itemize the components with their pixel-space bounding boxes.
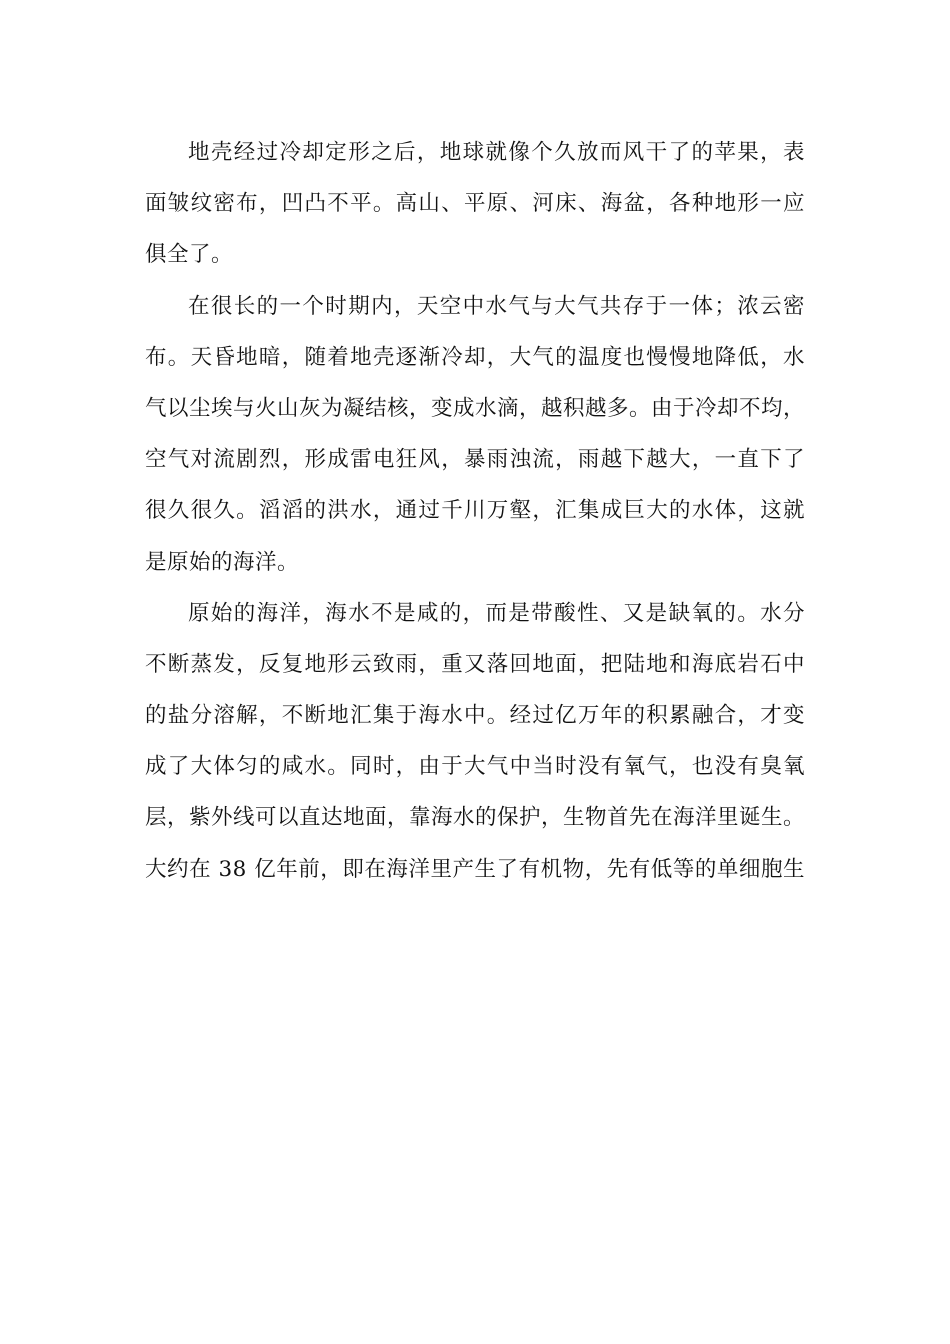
paragraph-2-line-5: 很久很久。滔滔的洪水，通过千川万壑，汇集成巨大的水体，这就 (145, 498, 805, 524)
paragraph-3-line-5: 层，紫外线可以直达地面，靠海水的保护，生物首先在海洋里诞生。 (145, 805, 806, 831)
paragraph-1-line-1: 地壳经过冷却定形之后，地球就像个久放而风干了的苹果，表 (188, 140, 805, 165)
paragraph-3-line-1: 原始的海洋，海水不是咸的，而是带酸性、又是缺氧的。水分 (188, 600, 805, 626)
paragraph-2-line-2: 布。天昏地暗，随着地壳逐渐冷却，大气的温度也慢慢地降低，水 (145, 344, 805, 370)
paragraph-2-line-4: 空气对流剧烈，形成雷电狂风，暴雨浊流，雨越下越大，一直下了 (145, 447, 805, 473)
paragraph-2-line-3: 气以尘埃与火山灰为凝结核，变成水滴，越积越多。由于冷却不均， (145, 395, 806, 421)
paragraph-3-line-6: 大约在 38 亿年前，即在海洋里产生了有机物，先有低等的单细胞生 (145, 856, 805, 882)
paragraph-1-line-3: 俱全了。 (145, 242, 234, 268)
paragraph-3-line-3: 的盐分溶解，不断地汇集于海水中。经过亿万年的积累融合，才变 (145, 703, 805, 729)
body-text (145, 127, 805, 895)
paragraph-3-line-2: 不断蒸发，反复地形云致雨，重又落回地面，把陆地和海底岩石中 (145, 651, 805, 677)
paragraph-2-line-1: 在很长的一个时期内，天空中水气与大气共存于一体；浓云密 (188, 293, 805, 319)
paragraph-1-line-2: 面皱纹密布，凹凸不平。高山、平原、河床、海盆，各种地形一应 (145, 191, 805, 217)
paragraph-3-line-4: 成了大体匀的咸水。同时，由于大气中当时没有氧气，也没有臭氧 (145, 754, 805, 780)
paragraph-2-line-6: 是原始的海洋。 (145, 549, 300, 575)
